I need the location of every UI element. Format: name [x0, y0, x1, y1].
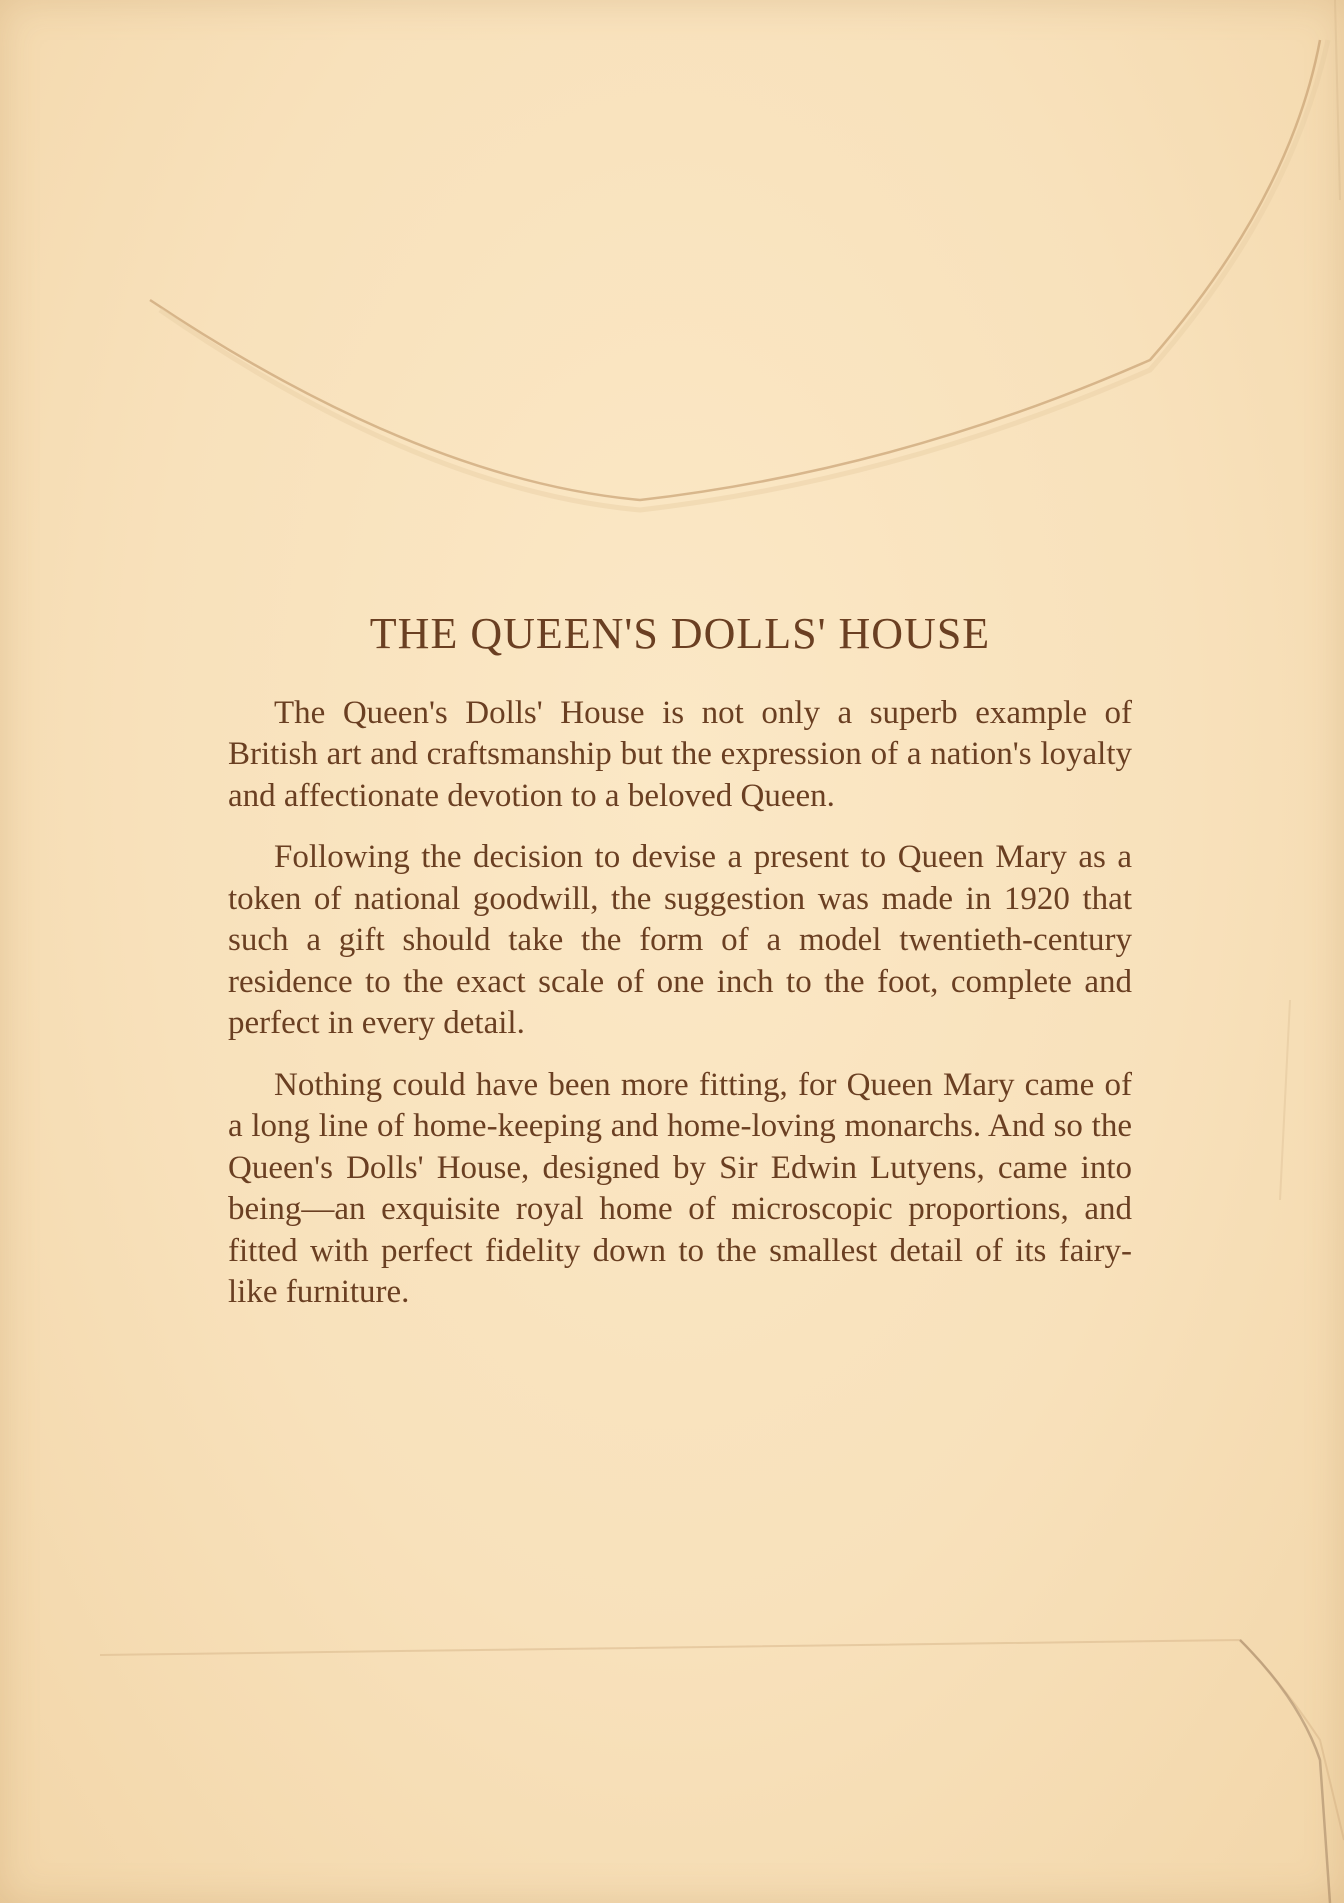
paragraph-3: Nothing could have been more fitting, for Queen Mary came of a long line of home-keeping and home-loving monarchs. And so the Queen's Dolls' House, designed by Sir Edwin Lutyens, came into being—an exquisite royal home of microscopic proportions, and fitted with perfect fidelity down to the smallest detail of its fairy-like furniture.: [228, 1066, 1132, 1311]
right-edge-crease: [1280, 0, 1340, 1200]
bottom-flap-fold: [1240, 1640, 1330, 1903]
paragraph-1: The Queen's Dolls' House is not only a superb example of British art and craftsmanship but the expression of a nation's loyalty and affectionate devotion to a beloved Queen.: [228, 694, 1132, 814]
paragraph-2: Following the decision to devise a present to Queen Mary as a token of national goodwill, the suggestion was made in 1920 that such a gift should take the form of a model twentieth-century residence to the exact scale of one inch to the foot, complete and perfect in every detail.: [228, 839, 1132, 1042]
bottom-flap-edge: [100, 1640, 1344, 1840]
top-flap-shadow: [160, 40, 1328, 510]
document-title: THE QUEEN'S DOLLS' HOUSE: [369, 609, 991, 658]
document-body: [228, 608, 1132, 1334]
top-flap-edge: [150, 40, 1320, 500]
